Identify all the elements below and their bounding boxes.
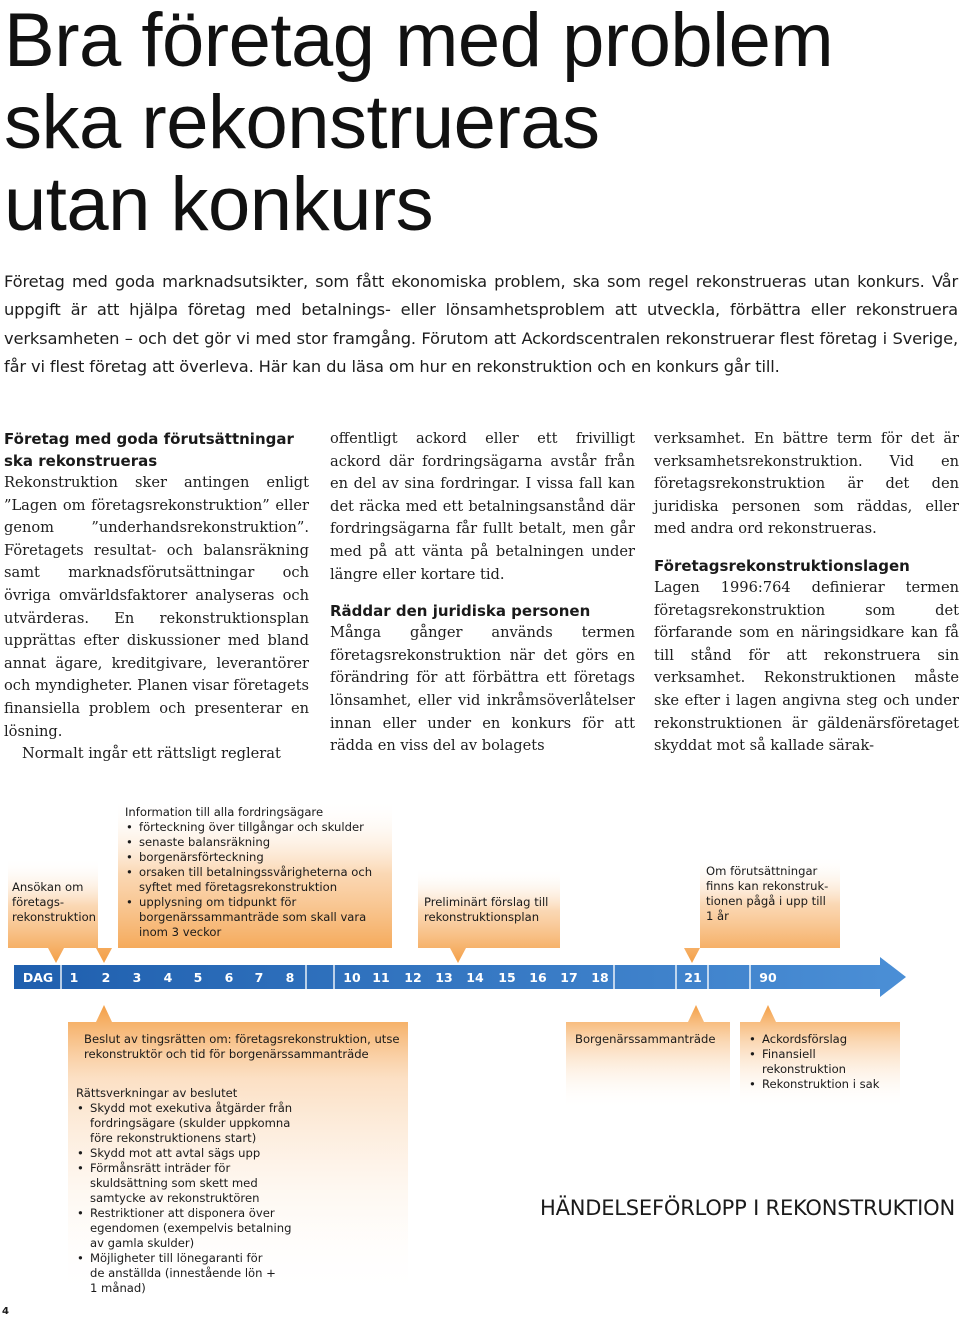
duration-line-2: finns kan rekonstruk- bbox=[706, 879, 829, 893]
col2-heading: Räddar den juridiska personen bbox=[330, 602, 591, 621]
list-item: • Skydd mot att avtal sägs upp bbox=[90, 1146, 306, 1161]
day-21: 21 bbox=[684, 970, 702, 985]
outcomes-list bbox=[748, 1032, 898, 1092]
day-6: 6 bbox=[224, 970, 234, 985]
list-item: • senaste balansräkning bbox=[139, 835, 395, 850]
day-8: 8 bbox=[285, 970, 295, 985]
page-number: 4 bbox=[2, 1306, 9, 1317]
col2-paragraph-1: offentligt ackord eller ett frivilligt ackord där fordringsägarna avstår från en del av sina fordringar. I vissa fall kan det räcka med ett betalningsanstånd där fordringsägarna får fullt betalt, men går med på att vänta på betalningen under längre eller kortare tid. bbox=[330, 430, 635, 583]
list-item: • Möjligheter till lönegaranti för de anställda (innestående lön + 1 månad) bbox=[90, 1251, 280, 1296]
day-14: 14 bbox=[466, 970, 484, 985]
preliminary-line-2: rekonstruktionsplan bbox=[424, 910, 540, 924]
day-17: 17 bbox=[560, 970, 578, 985]
title-line-1: Bra företag med problem bbox=[4, 0, 834, 83]
title-line-2: ska rekonstrueras bbox=[4, 80, 600, 165]
information-list bbox=[125, 820, 395, 940]
duration-line-4: 1 år bbox=[706, 909, 729, 923]
application-line-3: rekonstruktion bbox=[12, 910, 97, 924]
col3-paragraph-1: verksamhet. En bättre term för det är verksamhetsrekonstruktion. Vid en företagsrekonstruktion är det den juridiska personen som räddas, eller med andra ord rekonstrueras. bbox=[654, 430, 959, 538]
effects-list bbox=[76, 1101, 306, 1296]
list-item: • Finansiell rekonstruktion bbox=[762, 1047, 862, 1077]
decision-box-text bbox=[84, 1032, 414, 1062]
col1-heading: Företag med goda förutsättningar ska rekonstrueras bbox=[4, 430, 294, 470]
application-line-1: Ansökan om bbox=[12, 880, 84, 894]
preliminary-line-1: Preliminärt förslag till bbox=[424, 895, 549, 909]
title-line-3: utan konkurs bbox=[4, 162, 434, 247]
list-item: • Rekonstruktion i sak bbox=[762, 1077, 898, 1092]
lead-paragraph: Företag med goda marknadsutsikter, som fått ekonomiska problem, ska som regel rekonstrueras utan konkurs. Vår uppgift är att hjälpa företag med betalnings- eller lönsamhetsproblem att utveckla, förbättra eller rekonstruera verksamheten – och det gör vi med stor framgång. Förutom att Ackordscentralen rekonstruerar flest företag i Sverige, får vi flest företag att överleva. Här kan du läsa om hur en rekonstruktion och en konkurs går till. bbox=[4, 272, 958, 377]
list-item: • orsaken till betalningssvårigheterna och syftet med företagsrekonstruktion bbox=[139, 865, 379, 895]
list-item: • Restriktioner att disponera över egendomen (exempelvis betalning av gamla skulder) bbox=[90, 1206, 300, 1251]
list-item: • borgenärsförteckning bbox=[139, 850, 395, 865]
day-5: 5 bbox=[193, 970, 203, 985]
col1-paragraph-1: Rekonstruktion sker antingen enligt ”Lagen om företagsrekonstruktion” eller genom ”underhandsrekonstruktion”. Företagets resultat- och balansräkning samt marknadsförutsättningar och övriga omvärldsfaktorer analyseras och utvärderas. En rekonstruktionsplan upprättas efter diskussioner med bland annat ägare, kreditgivare, leverantörer och myndigheter. Planen visar företagets finansiella problem och presenterar en lösning. bbox=[4, 474, 309, 740]
effects-heading: Rättsverkningar av beslutet bbox=[76, 1086, 238, 1100]
day-13: 13 bbox=[435, 970, 453, 985]
effects-box-text bbox=[76, 1086, 306, 1296]
list-item: • upplysning om tidpunkt för borgenärssammanträde som skall vara inom 3 veckor bbox=[139, 895, 395, 940]
day-16: 16 bbox=[529, 970, 547, 985]
preliminary-box-text bbox=[424, 895, 564, 925]
day-2: 2 bbox=[101, 970, 111, 985]
application-box-text bbox=[12, 880, 102, 925]
outcomes-box-text bbox=[748, 1032, 898, 1092]
col2-paragraph-2: Många gånger används termen företagsrekonstruktion när det görs en förändring för att förbättra ett företags lönsamhet, eller vid inkråmsöverlåtelser innan eller under en konkurs för att rädda en viss del av bolagets bbox=[330, 624, 635, 755]
day-1: 1 bbox=[69, 970, 79, 985]
duration-box-text bbox=[706, 864, 846, 924]
day-12: 12 bbox=[404, 970, 422, 985]
application-line-2: företags- bbox=[12, 895, 65, 909]
day-90: 90 bbox=[759, 970, 777, 985]
information-heading: Information till alla fordringsägare bbox=[125, 805, 324, 819]
day-10: 10 bbox=[343, 970, 361, 985]
duration-line-1: Om förutsättningar bbox=[706, 864, 818, 878]
list-item: • Ackordsförslag bbox=[762, 1032, 898, 1047]
day-18: 18 bbox=[591, 970, 609, 985]
day-7: 7 bbox=[254, 970, 264, 985]
col3-heading: Företagsrekonstruktionslagen bbox=[654, 556, 910, 575]
list-item: • Skydd mot exekutiva åtgärder från fordringsägare (skulder uppkomna före rekonstruktionens start) bbox=[90, 1101, 300, 1146]
creditor-meeting-text: Borgenärssammanträde bbox=[575, 1032, 716, 1046]
day-3: 3 bbox=[132, 970, 142, 985]
col3-paragraph-2: Lagen 1996:764 definierar termen företagsrekonstruktion som det förfarande som en näringsidkare kan få till stånd för att rekonstruera sin verksamhet. Rekonstruktionen måste ske efter i lagen angivna steg och under rekonstruktionen är gäldenärsföretaget skyddat mot så kallade särak- bbox=[654, 578, 959, 755]
information-box-text bbox=[125, 805, 395, 940]
day-15: 15 bbox=[498, 970, 516, 985]
day-4: 4 bbox=[163, 970, 173, 985]
decision-line-2: rekonstruktör och tid för borgenärssammanträde bbox=[84, 1047, 369, 1061]
day-label: DAG bbox=[22, 970, 54, 985]
box-creditor-meeting bbox=[566, 1005, 730, 1110]
day-11: 11 bbox=[372, 970, 390, 985]
list-item: • Förmånsrätt inträder för skuldsättning som skett med samtycke av rekonstruktören bbox=[90, 1161, 290, 1206]
duration-line-3: tionen pågå i upp till bbox=[706, 894, 826, 908]
graphic-title: HÄNDELSEFÖRLOPP I REKONSTRUKTION bbox=[540, 1196, 955, 1220]
col1-paragraph-2: Normalt ingår ett rättsligt reglerat bbox=[22, 745, 281, 763]
decision-line-1: Beslut av tingsrätten om: företagsrekonstruktion, utse bbox=[84, 1032, 400, 1046]
list-item: • förteckning över tillgångar och skulder bbox=[139, 820, 395, 835]
